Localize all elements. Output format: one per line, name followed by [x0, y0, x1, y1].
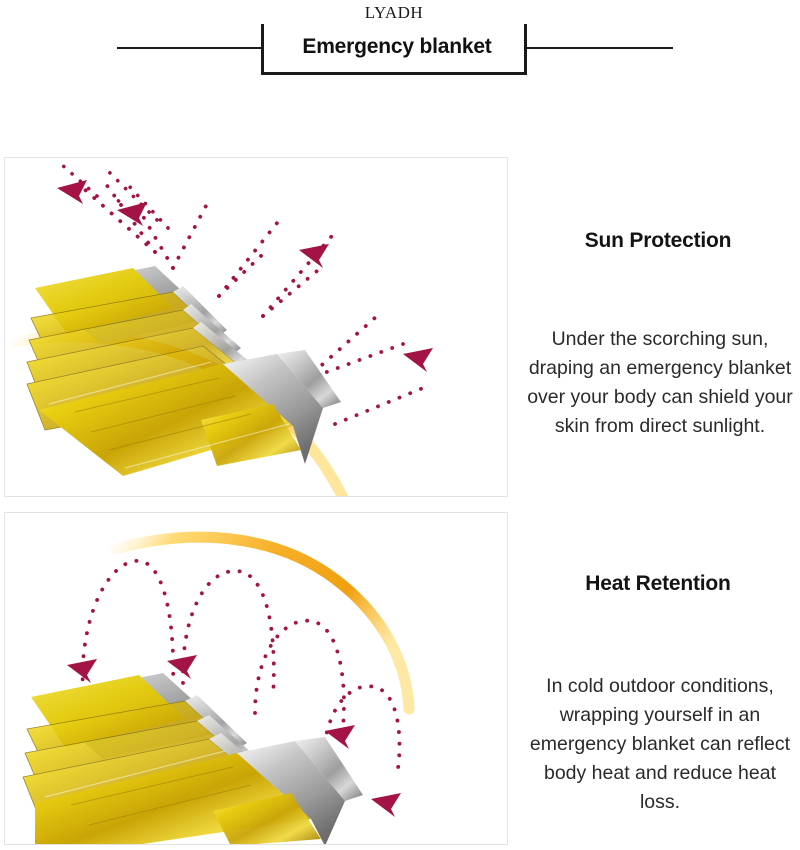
header-rule-right: [527, 47, 673, 49]
page-header: [0, 0, 800, 100]
illustration-panel-sun-protection: [4, 157, 508, 497]
sun-protection-illustration: [5, 158, 508, 497]
text-panel-sun-protection: [516, 157, 800, 497]
feature-heading: Sun Protection: [584, 229, 732, 252]
feature-row-heat-retention: [0, 512, 800, 845]
illustration-panel-heat-retention: [4, 512, 508, 845]
feature-body: Under the scorching sun, draping an emergency blanket over your body can shield your skin from direct sunlight.: [527, 328, 793, 437]
page-title: Emergency blanket: [302, 35, 492, 58]
header-rule-left: [117, 47, 263, 49]
brand-name: LYADH: [261, 2, 527, 24]
heat-retention-illustration: [5, 513, 508, 845]
emergency-blanket: [27, 266, 341, 476]
emergency-blanket: [23, 673, 363, 845]
feature-body: In cold outdoor conditions, wrapping yourself in an emergency blanket can reflect body heat and reduce heat loss.: [529, 675, 791, 813]
text-panel-heat-retention: [516, 512, 800, 845]
feature-row-sun-protection: [0, 157, 800, 497]
feature-heading: Heat Retention: [585, 572, 731, 595]
